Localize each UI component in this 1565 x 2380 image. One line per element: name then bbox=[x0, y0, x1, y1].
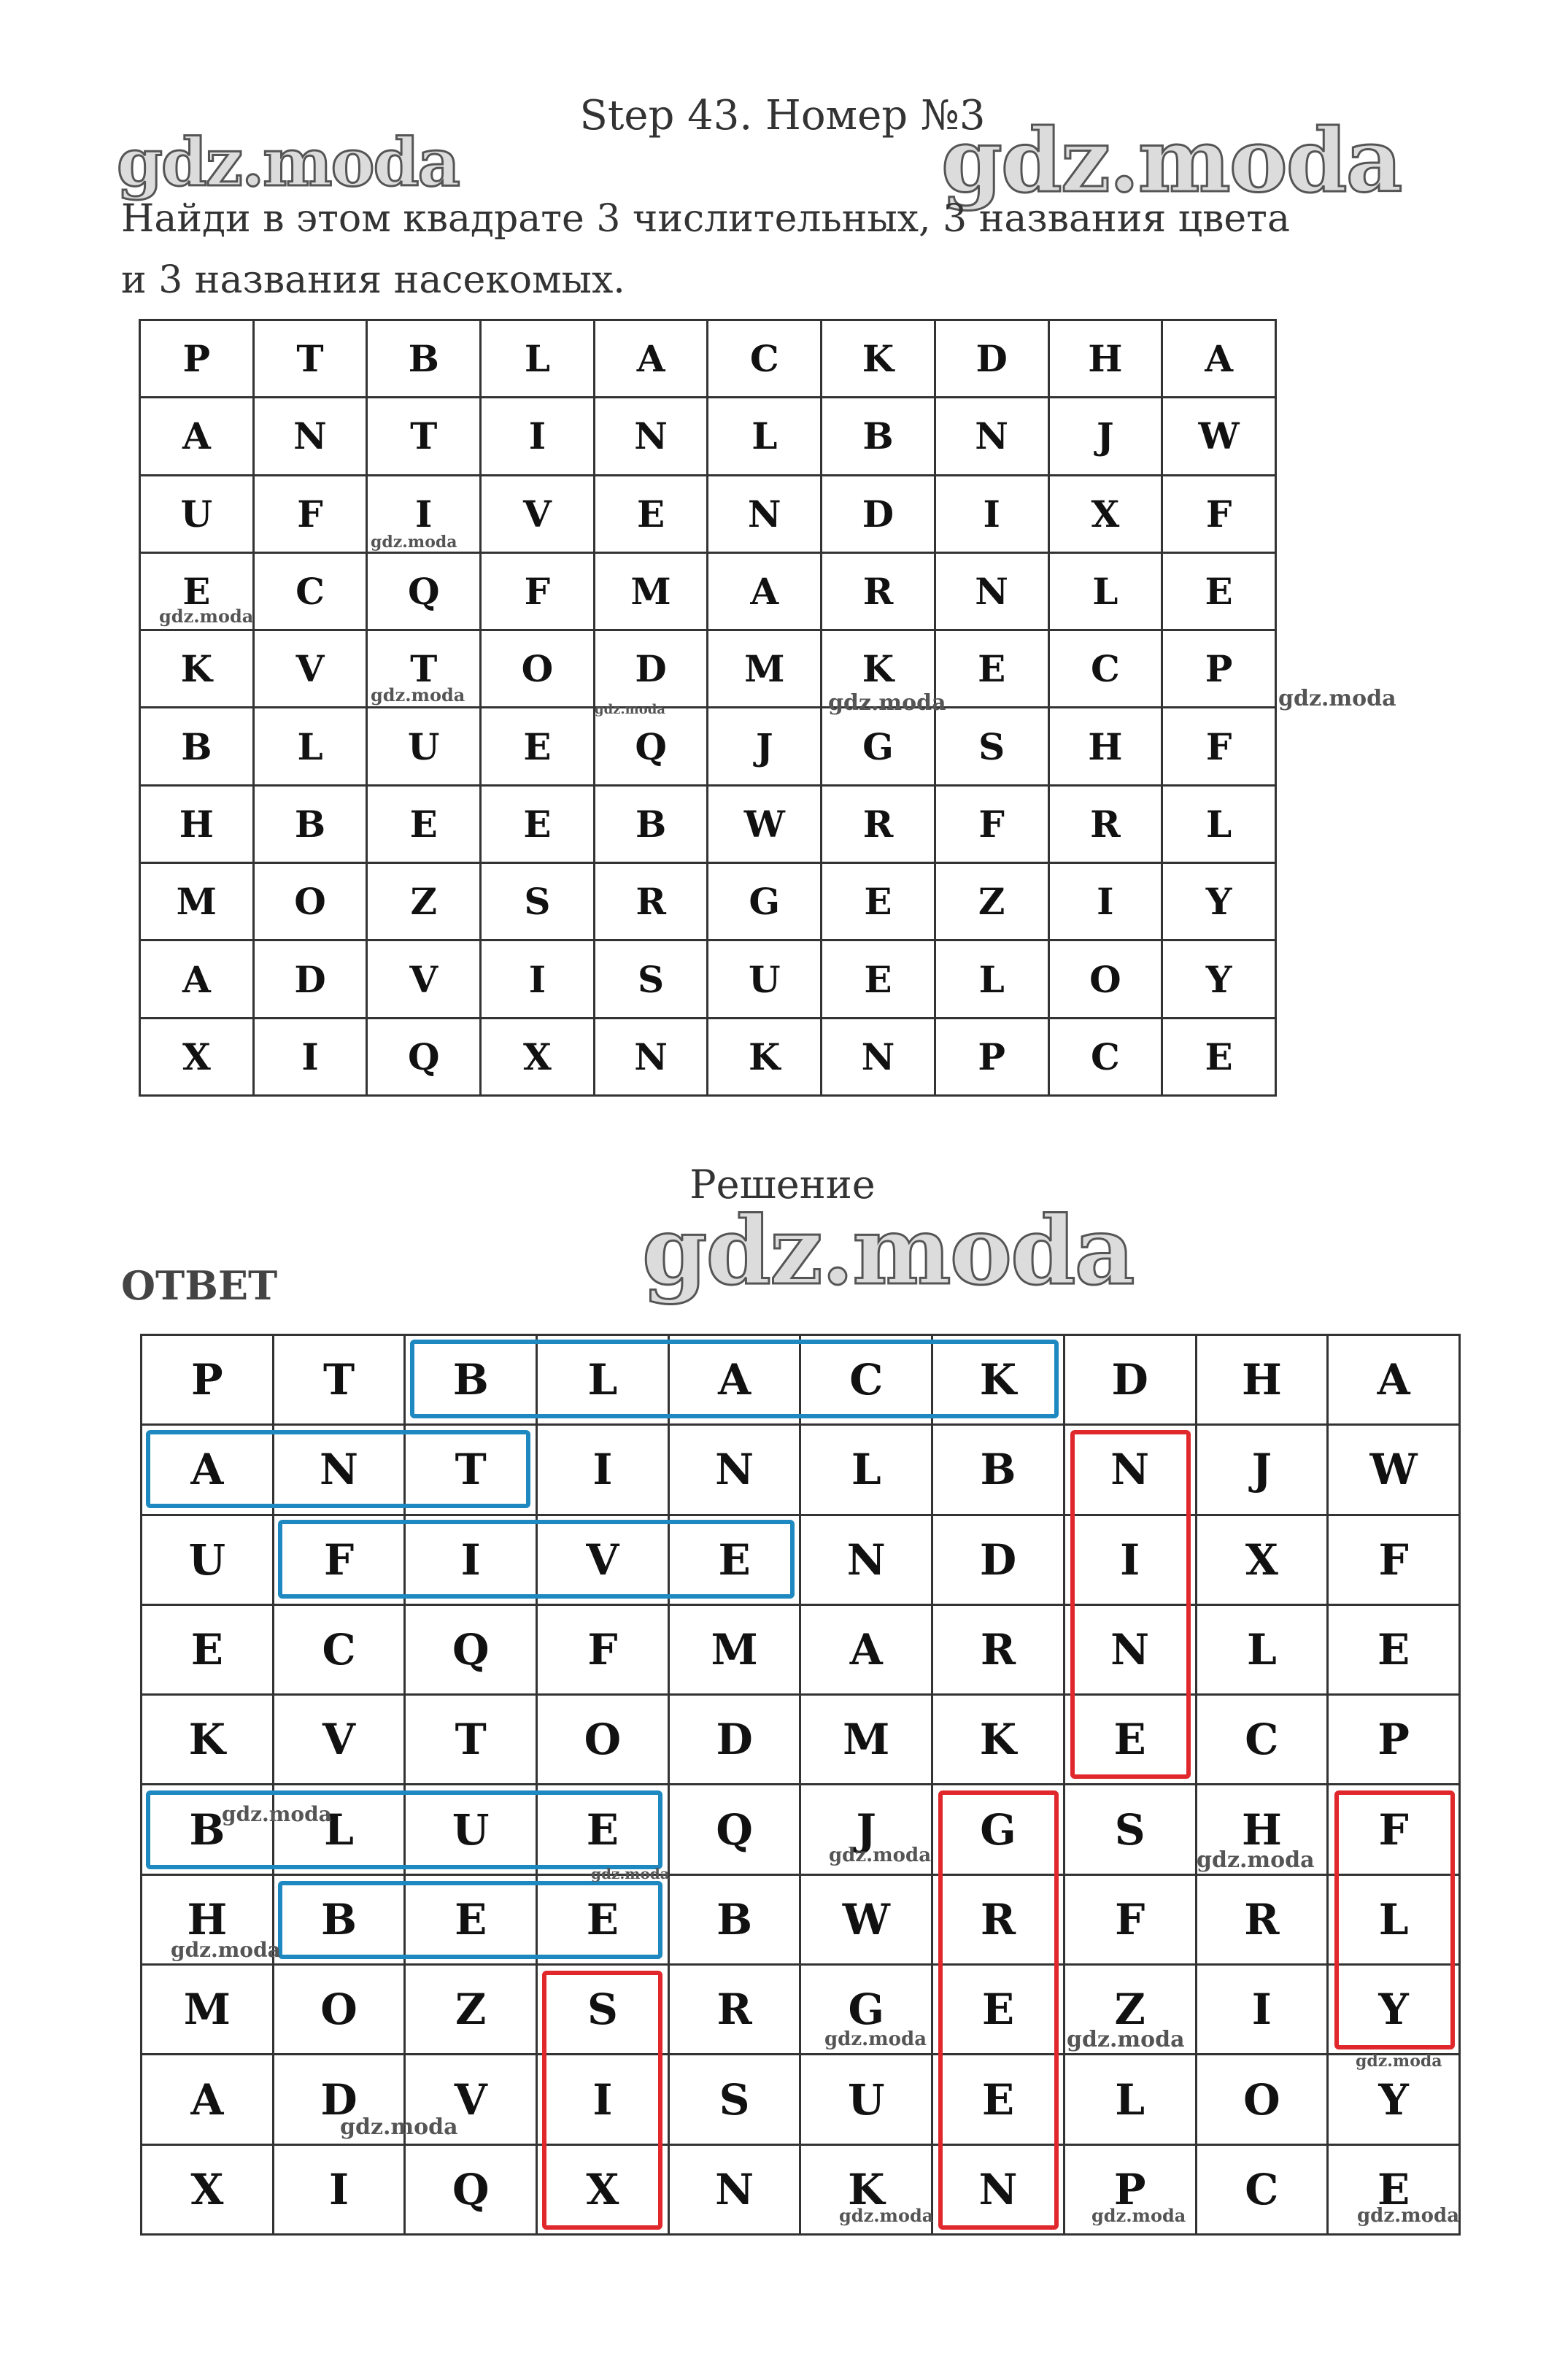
grid-cell: B bbox=[142, 1785, 274, 1874]
grid-cell: M bbox=[142, 1965, 274, 2055]
watermark-small: gdz.moda bbox=[591, 1865, 670, 1882]
grid-cell: P bbox=[142, 1335, 274, 1425]
grid-cell: L bbox=[1328, 1874, 1460, 1964]
grid-cell: F bbox=[1162, 708, 1276, 785]
watermark-small: gdz.moda bbox=[371, 533, 457, 552]
grid-cell: G bbox=[822, 708, 935, 785]
grid-cell: L bbox=[253, 708, 367, 785]
grid-cell: U bbox=[142, 1515, 274, 1604]
watermark-small: gdz.moda bbox=[1067, 2027, 1185, 2052]
task-text: Найди в этом квадрате 3 числительных, 3 названия цвета и 3 названия насекомых. bbox=[121, 197, 1290, 302]
grid-cell: B bbox=[822, 398, 935, 475]
watermark-small: gdz.moda bbox=[340, 2114, 458, 2140]
grid-cell: F bbox=[1328, 1785, 1460, 1874]
grid-cell: L bbox=[481, 320, 595, 398]
grid-cell: F bbox=[1064, 1874, 1196, 1964]
grid-cell: N bbox=[935, 398, 1048, 475]
grid-cell: E bbox=[1064, 1695, 1196, 1785]
grid-cell: F bbox=[935, 785, 1048, 862]
grid-cell: A bbox=[800, 1604, 932, 1694]
grid-cell: M bbox=[594, 552, 708, 630]
grid-cell: E bbox=[932, 1965, 1064, 2055]
grid-cell: U bbox=[405, 1785, 537, 1874]
grid-cell: Z bbox=[935, 863, 1048, 940]
watermark-small: gdz.moda bbox=[222, 1802, 332, 1826]
grid-cell: C bbox=[708, 320, 822, 398]
grid-cell: J bbox=[1196, 1425, 1328, 1515]
answer-grid bbox=[140, 1334, 1461, 2236]
grid-cell: P bbox=[1162, 630, 1276, 708]
grid-cell: I bbox=[481, 398, 595, 475]
watermark-small: gdz.moda bbox=[824, 2028, 927, 2050]
grid-cell: E bbox=[822, 863, 935, 940]
grid-cell: T bbox=[405, 1425, 537, 1515]
grid-cell: K bbox=[800, 2144, 932, 2234]
grid-row bbox=[140, 1018, 1276, 1095]
grid-cell: T bbox=[367, 398, 481, 475]
grid-cell: D bbox=[1064, 1335, 1196, 1425]
grid-cell: L bbox=[1048, 552, 1162, 630]
grid-cell: A bbox=[140, 398, 254, 475]
grid-cell: M bbox=[800, 1695, 932, 1785]
grid-cell: H bbox=[1196, 1335, 1328, 1425]
grid-cell: K bbox=[822, 630, 935, 708]
grid-cell: N bbox=[932, 2144, 1064, 2234]
watermark-small: gdz.moda bbox=[371, 684, 465, 706]
grid-cell: Y bbox=[1328, 2055, 1460, 2144]
grid-cell: Z bbox=[405, 1965, 537, 2055]
grid-cell: K bbox=[822, 320, 935, 398]
grid-cell: E bbox=[142, 1604, 274, 1694]
grid-cell: E bbox=[932, 2055, 1064, 2144]
grid-cell: T bbox=[367, 630, 481, 708]
grid-cell: O bbox=[253, 863, 367, 940]
watermark-small: gdz.moda bbox=[1356, 2052, 1442, 2071]
grid-cell: R bbox=[668, 1965, 800, 2055]
grid-cell: K bbox=[140, 630, 254, 708]
grid-row bbox=[140, 630, 1276, 708]
grid-cell: C bbox=[1196, 2144, 1328, 2234]
grid-cell: W bbox=[800, 1874, 932, 1964]
answer-label: ОТВЕТ bbox=[121, 1262, 278, 1309]
grid-cell: X bbox=[140, 1018, 254, 1095]
grid-cell: Q bbox=[367, 552, 481, 630]
grid-cell: V bbox=[367, 940, 481, 1018]
grid-cell: L bbox=[1064, 2055, 1196, 2144]
grid-cell: R bbox=[1048, 785, 1162, 862]
grid-cell: T bbox=[405, 1695, 537, 1785]
watermark-small: gdz.moda bbox=[1197, 1847, 1315, 1873]
grid-cell: I bbox=[1196, 1965, 1328, 2055]
watermark-small: gdz.moda bbox=[829, 1844, 932, 1866]
grid-cell: P bbox=[935, 1018, 1048, 1095]
grid-cell: B bbox=[932, 1425, 1064, 1515]
grid-cell: J bbox=[708, 708, 822, 785]
grid-cell: D bbox=[594, 630, 708, 708]
watermark-logo: gdz.moda bbox=[117, 124, 459, 201]
grid-cell: E bbox=[537, 1874, 669, 1964]
grid-cell: B bbox=[140, 708, 254, 785]
grid-cell: S bbox=[537, 1965, 669, 2055]
grid-cell: H bbox=[140, 785, 254, 862]
grid-cell: V bbox=[405, 2055, 537, 2144]
grid-cell: I bbox=[367, 475, 481, 552]
grid-cell: A bbox=[668, 1335, 800, 1425]
grid-cell: B bbox=[367, 320, 481, 398]
watermark-small: gdz.moda bbox=[839, 2205, 934, 2226]
grid-cell: P bbox=[1064, 2144, 1196, 2234]
grid-cell: V bbox=[253, 630, 367, 708]
grid-cell: H bbox=[142, 1874, 274, 1964]
grid-cell: R bbox=[822, 785, 935, 862]
grid-row bbox=[140, 398, 1276, 475]
grid-cell: C bbox=[800, 1335, 932, 1425]
grid-cell: L bbox=[1196, 1604, 1328, 1694]
grid-cell: R bbox=[1196, 1874, 1328, 1964]
grid-cell: N bbox=[1064, 1425, 1196, 1515]
grid-cell: N bbox=[822, 1018, 935, 1095]
grid-cell: G bbox=[932, 1785, 1064, 1874]
grid-row bbox=[140, 475, 1276, 552]
grid-cell: I bbox=[1064, 1515, 1196, 1604]
grid-cell: Q bbox=[594, 708, 708, 785]
watermark-small: gdz.moda bbox=[171, 1938, 281, 1962]
watermark-small: gdz.moda bbox=[828, 690, 946, 716]
grid-cell: H bbox=[1048, 320, 1162, 398]
grid-cell: F bbox=[537, 1604, 669, 1694]
grid-cell: I bbox=[273, 2144, 405, 2234]
grid-cell: N bbox=[800, 1515, 932, 1604]
grid-cell: N bbox=[594, 398, 708, 475]
grid-row bbox=[142, 1425, 1460, 1515]
grid-cell: N bbox=[668, 2144, 800, 2234]
grid-cell: I bbox=[1048, 863, 1162, 940]
grid-cell: X bbox=[481, 1018, 595, 1095]
grid-cell: O bbox=[273, 1965, 405, 2055]
grid-cell: R bbox=[932, 1874, 1064, 1964]
grid-cell: N bbox=[935, 552, 1048, 630]
watermark-small: gdz.moda bbox=[1278, 686, 1396, 711]
grid-cell: F bbox=[273, 1515, 405, 1604]
grid-cell: L bbox=[708, 398, 822, 475]
grid-cell: N bbox=[273, 1425, 405, 1515]
watermark-small: gdz.moda bbox=[1091, 2205, 1186, 2226]
grid-row bbox=[142, 1335, 1460, 1425]
grid-cell: F bbox=[253, 475, 367, 552]
grid-cell: N bbox=[1064, 1604, 1196, 1694]
grid-cell: D bbox=[932, 1515, 1064, 1604]
grid-cell: O bbox=[1048, 940, 1162, 1018]
grid-cell: H bbox=[1196, 1785, 1328, 1874]
grid-cell: J bbox=[800, 1785, 932, 1874]
grid-cell: A bbox=[594, 320, 708, 398]
grid-cell: M bbox=[140, 863, 254, 940]
grid-row bbox=[142, 1695, 1460, 1785]
grid-cell: D bbox=[822, 475, 935, 552]
watermark-small: gdz.moda bbox=[595, 702, 665, 717]
grid-cell: F bbox=[1162, 475, 1276, 552]
grid-row bbox=[140, 785, 1276, 862]
word-search-grid bbox=[139, 319, 1277, 1097]
grid-cell: A bbox=[1162, 320, 1276, 398]
grid-cell: Y bbox=[1162, 863, 1276, 940]
grid-cell: T bbox=[253, 320, 367, 398]
grid-cell: Y bbox=[1328, 1965, 1460, 2055]
grid-cell: L bbox=[935, 940, 1048, 1018]
grid-cell: A bbox=[140, 940, 254, 1018]
grid-cell: C bbox=[1196, 1695, 1328, 1785]
grid-cell: U bbox=[708, 940, 822, 1018]
grid-cell: F bbox=[1328, 1515, 1460, 1604]
grid-cell: N bbox=[594, 1018, 708, 1095]
grid-row bbox=[140, 552, 1276, 630]
grid-cell: E bbox=[1162, 552, 1276, 630]
grid-cell: L bbox=[273, 1785, 405, 1874]
watermark-logo: gdz.moda bbox=[941, 109, 1402, 212]
grid-cell: U bbox=[367, 708, 481, 785]
grid-cell: T bbox=[273, 1335, 405, 1425]
grid-cell: Q bbox=[405, 1604, 537, 1694]
grid-cell: X bbox=[142, 2144, 274, 2234]
grid-cell: G bbox=[800, 1965, 932, 2055]
grid-cell: L bbox=[800, 1425, 932, 1515]
grid-cell: I bbox=[537, 2055, 669, 2144]
solution-title: Решение bbox=[689, 1162, 876, 1208]
grid-cell: C bbox=[253, 552, 367, 630]
grid-cell: S bbox=[594, 940, 708, 1018]
grid-cell: B bbox=[253, 785, 367, 862]
grid-cell: I bbox=[481, 940, 595, 1018]
grid-cell: Z bbox=[1064, 1965, 1196, 2055]
grid-row bbox=[140, 708, 1276, 785]
grid-cell: E bbox=[1328, 1604, 1460, 1694]
grid-cell: C bbox=[273, 1604, 405, 1694]
grid-cell: S bbox=[1064, 1785, 1196, 1874]
grid-cell: N bbox=[708, 475, 822, 552]
grid-cell: X bbox=[537, 2144, 669, 2234]
grid-cell: P bbox=[140, 320, 254, 398]
watermark-small: gdz.moda bbox=[159, 606, 254, 627]
grid-cell: E bbox=[822, 940, 935, 1018]
grid-cell: I bbox=[935, 475, 1048, 552]
grid-cell: Y bbox=[1162, 940, 1276, 1018]
grid-cell: G bbox=[708, 863, 822, 940]
grid-cell: X bbox=[1048, 475, 1162, 552]
grid-cell: A bbox=[142, 1425, 274, 1515]
grid-cell: O bbox=[1196, 2055, 1328, 2144]
grid-cell: W bbox=[708, 785, 822, 862]
grid-cell: E bbox=[594, 475, 708, 552]
grid-row bbox=[142, 1515, 1460, 1604]
grid-cell: A bbox=[142, 2055, 274, 2144]
grid-cell: D bbox=[273, 2055, 405, 2144]
grid-cell: C bbox=[1048, 1018, 1162, 1095]
grid-cell: V bbox=[481, 475, 595, 552]
grid-cell: R bbox=[594, 863, 708, 940]
grid-cell: D bbox=[935, 320, 1048, 398]
grid-cell: S bbox=[481, 863, 595, 940]
grid-cell: R bbox=[822, 552, 935, 630]
grid-cell: C bbox=[1048, 630, 1162, 708]
grid-cell: X bbox=[1196, 1515, 1328, 1604]
grid-cell: K bbox=[142, 1695, 274, 1785]
watermark-logo: gdz.moda bbox=[642, 1197, 1134, 1306]
grid-cell: O bbox=[537, 1695, 669, 1785]
grid-cell: N bbox=[253, 398, 367, 475]
grid-cell: B bbox=[405, 1335, 537, 1425]
grid-cell: Q bbox=[367, 1018, 481, 1095]
grid-cell: V bbox=[273, 1695, 405, 1785]
grid-cell: U bbox=[140, 475, 254, 552]
grid-cell: L bbox=[1162, 785, 1276, 862]
grid-cell: B bbox=[273, 1874, 405, 1964]
grid-cell: M bbox=[668, 1604, 800, 1694]
grid-cell: W bbox=[1328, 1425, 1460, 1515]
grid-cell: I bbox=[405, 1515, 537, 1604]
grid-cell: A bbox=[1328, 1335, 1460, 1425]
grid-cell: E bbox=[367, 785, 481, 862]
grid-cell: F bbox=[481, 552, 595, 630]
grid-row bbox=[140, 863, 1276, 940]
grid-cell: B bbox=[668, 1874, 800, 1964]
watermark-small: gdz.moda bbox=[1357, 2205, 1460, 2227]
grid-row bbox=[142, 1965, 1460, 2055]
grid-row bbox=[142, 1874, 1460, 1964]
grid-cell: E bbox=[668, 1515, 800, 1604]
grid-cell: D bbox=[668, 1695, 800, 1785]
grid-cell: N bbox=[668, 1425, 800, 1515]
grid-cell: W bbox=[1162, 398, 1276, 475]
grid-cell: E bbox=[935, 630, 1048, 708]
grid-cell: K bbox=[708, 1018, 822, 1095]
grid-cell: B bbox=[594, 785, 708, 862]
grid-cell: K bbox=[932, 1335, 1064, 1425]
grid-cell: I bbox=[537, 1425, 669, 1515]
grid-row bbox=[142, 2144, 1460, 2234]
grid-cell: E bbox=[481, 785, 595, 862]
grid-cell: L bbox=[537, 1335, 669, 1425]
grid-cell: H bbox=[1048, 708, 1162, 785]
grid-cell: O bbox=[481, 630, 595, 708]
step-title: Step 43. Номер №3 bbox=[579, 92, 986, 139]
grid-cell: A bbox=[708, 552, 822, 630]
grid-row bbox=[142, 1604, 1460, 1694]
grid-cell: I bbox=[253, 1018, 367, 1095]
grid-row bbox=[142, 2055, 1460, 2144]
grid-cell: U bbox=[800, 2055, 932, 2144]
grid-cell: E bbox=[140, 552, 254, 630]
grid-cell: E bbox=[1162, 1018, 1276, 1095]
grid-cell: Q bbox=[405, 2144, 537, 2234]
grid-cell: S bbox=[668, 2055, 800, 2144]
grid-cell: K bbox=[932, 1695, 1064, 1785]
grid-cell: Q bbox=[668, 1785, 800, 1874]
grid-cell: S bbox=[935, 708, 1048, 785]
grid-cell: R bbox=[932, 1604, 1064, 1694]
grid-cell: Z bbox=[367, 863, 481, 940]
grid-row bbox=[140, 320, 1276, 398]
grid-cell: V bbox=[537, 1515, 669, 1604]
grid-cell: E bbox=[537, 1785, 669, 1874]
grid-cell: P bbox=[1328, 1695, 1460, 1785]
grid-cell: D bbox=[253, 940, 367, 1018]
grid-cell: J bbox=[1048, 398, 1162, 475]
grid-row bbox=[140, 940, 1276, 1018]
grid-cell: E bbox=[481, 708, 595, 785]
grid-cell: E bbox=[1328, 2144, 1460, 2234]
grid-cell: M bbox=[708, 630, 822, 708]
grid-cell: E bbox=[405, 1874, 537, 1964]
